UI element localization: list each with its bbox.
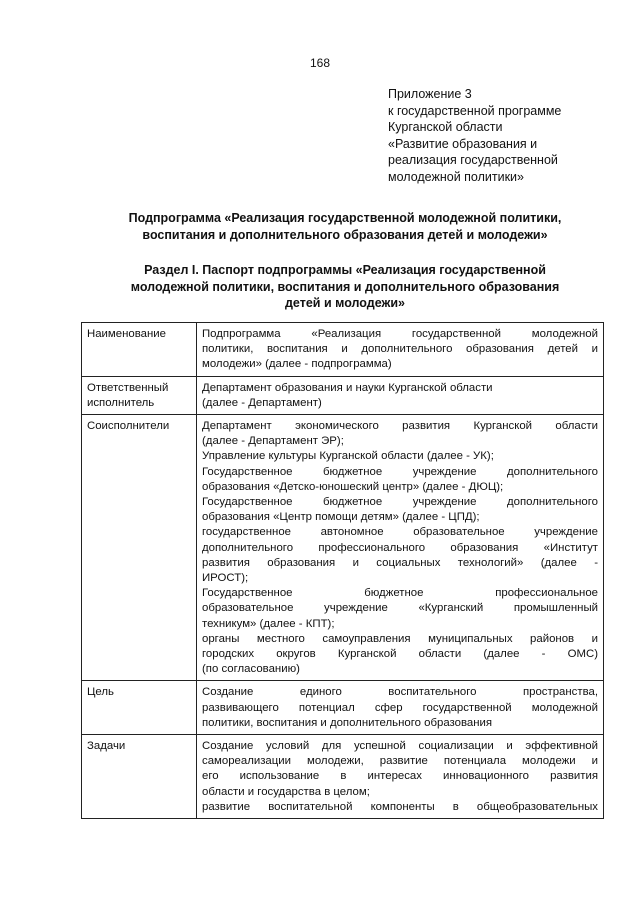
cell-line: развития образования и социальных технологий» (далее -	[202, 556, 598, 569]
section-title-line: Раздел I. Паспорт подпрограммы «Реализация государственной	[144, 263, 546, 277]
appendix-note	[388, 86, 618, 185]
appendix-line: Курганской области	[388, 120, 503, 134]
appendix-line: Приложение 3	[388, 87, 472, 101]
appendix-line: реализация государственной	[388, 153, 558, 167]
cell-line: области и государства в целом;	[202, 785, 370, 798]
row-value-name	[197, 323, 604, 377]
row-value-responsible	[197, 376, 604, 414]
cell-line: политики, воспитания и дополнительного образования	[202, 716, 493, 729]
row-value-tasks	[197, 735, 604, 819]
table-row	[82, 681, 604, 735]
row-value-goal	[197, 681, 604, 735]
row-label-name: Наименование	[82, 323, 197, 377]
section-title	[90, 262, 600, 312]
label-line: Ответственный	[87, 381, 169, 394]
table-row	[82, 735, 604, 819]
cell-line: Департамент образования и науки Курганской области	[202, 381, 493, 394]
cell-line: городских округов Курганской области (далее - ОМС)	[202, 648, 598, 661]
appendix-line: молодежной политики»	[388, 169, 524, 184]
appendix-line: «Развитие образования и	[388, 136, 538, 151]
cell-line: политики, воспитания и дополнительного образования детей и	[202, 343, 598, 356]
cell-line: ИРОСТ);	[202, 572, 249, 585]
subprogram-title-line: Подпрограмма «Реализация государственной молодежной политики,	[128, 211, 562, 225]
cell-line: (далее - Департамент ЭР);	[202, 435, 344, 448]
page-number: 168	[309, 56, 331, 70]
cell-line: Государственное бюджетное учреждение дополнительного	[202, 496, 598, 509]
cell-line: Государственное бюджетное профессиональное	[202, 587, 598, 600]
subprogram-title	[90, 210, 600, 243]
cell-line: (по согласованию)	[202, 663, 300, 676]
cell-line: Государственное бюджетное учреждение дополнительного	[202, 465, 598, 478]
cell-line: Управление культуры Курганской области (далее - УК);	[202, 450, 494, 463]
cell-line: его использование в интересах инновационного развития	[202, 770, 598, 783]
cell-line: дополнительного профессионального образования «Институт	[202, 541, 598, 554]
row-label-responsible	[82, 376, 197, 414]
cell-line: государственное автономное образовательное учреждение	[202, 526, 598, 539]
section-title-line: детей и молодежи»	[285, 296, 405, 310]
cell-line: Подпрограмма «Реализация государственной молодежной	[202, 328, 598, 340]
row-label-goal: Цель	[82, 681, 197, 735]
appendix-line: к государственной программе	[388, 103, 562, 118]
row-label-tasks: Задачи	[82, 735, 197, 819]
table-row	[82, 415, 604, 681]
row-label-coexecutors: Соисполнители	[82, 415, 197, 681]
cell-line: техникум» (далее - КПТ);	[202, 617, 335, 630]
cell-line: образования «Центр помощи детям» (далее - ЦПД);	[202, 511, 480, 524]
subprogram-title-line: воспитания и дополнительного образования детей и молодежи»	[142, 227, 548, 242]
cell-line: органы местного самоуправления муниципальных районов и	[202, 632, 598, 645]
section-title-line: молодежной политики, воспитания и дополнительного образования	[130, 279, 560, 294]
label-line: исполнитель	[87, 396, 155, 409]
passport-table	[81, 322, 604, 819]
cell-line: молодежи» (далее - подпрограмма)	[202, 358, 392, 371]
row-value-coexecutors	[197, 415, 604, 681]
cell-line: самореализации молодежи, развитие потенциала молодежи и	[202, 755, 598, 768]
table-row	[82, 323, 604, 377]
cell-line: образовательное учреждение «Курганский промышленный	[202, 602, 598, 615]
cell-line: развитие воспитательной компоненты в общеобразовательных	[202, 800, 598, 813]
cell-line: Создание условий для успешной социализации и эффективной	[202, 740, 598, 753]
cell-line: образования «Детско-юношеский центр» (далее - ДЮЦ);	[202, 480, 504, 493]
cell-line: развивающего потенциал сфер государственной молодежной	[202, 701, 598, 714]
table-row	[82, 376, 604, 414]
cell-line: Создание единого воспитательного пространства,	[202, 686, 598, 699]
cell-line: Департамент экономического развития Курганской области	[202, 420, 598, 433]
cell-line: (далее - Департамент)	[202, 396, 322, 409]
